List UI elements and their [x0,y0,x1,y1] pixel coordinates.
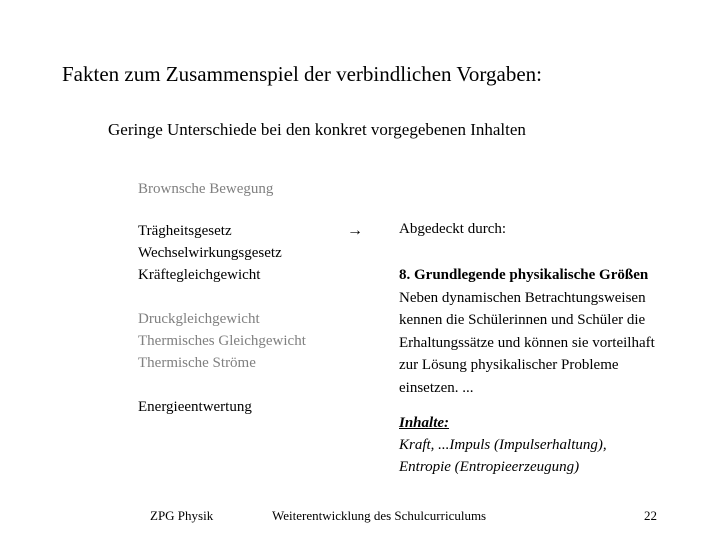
inhalte-label: Inhalte: [399,415,450,431]
section-grundlegende-groessen [399,264,655,399]
section-line: einsetzen. ... [399,379,474,396]
section-line: zur Lösung physikalischer Probleme [399,357,619,373]
section-line: kennen die Schülerinnen und Schüler die [399,312,646,328]
left-item-brownsche-bewegung: Brownsche Bewegung [138,181,274,197]
left-item: Thermische Ströme [138,355,256,371]
left-group-mechanics [138,220,282,286]
slide-subtitle: Geringe Unterschiede bei den konkret vorgegebenen Inhalten [108,120,526,139]
section-line: Erhaltungssätze und können sie vorteilhaft [399,334,655,351]
footer-page-number: 22 [644,508,657,523]
section-title: 8. Grundlegende physikalische Größen [399,267,649,283]
section-line: Neben dynamischen Betrachtungsweisen [399,289,646,306]
left-item: Druckgleichgewicht [138,311,260,327]
footer-center: Weiterentwicklung des Schulcurriculums [272,508,487,523]
right-arrow-icon: → [347,222,363,239]
left-item: Kräftegleichgewicht [138,267,261,283]
inhalte-line: Entropie (Entropieerzeugung) [399,459,580,475]
inhalte-line: Kraft, ...Impuls (Impulserhaltung), [399,437,607,453]
left-group-thermal [138,308,306,374]
left-item-energieentwertung: Energieentwertung [138,399,252,415]
footer-left: ZPG Physik [150,508,214,523]
covered-by-heading: Abgedeckt durch: [399,221,507,237]
inhalte-block [399,412,607,478]
left-item: Thermisches Gleichgewicht [138,333,306,349]
left-item: Trägheitsgesetz [138,223,232,239]
slide-title: Fakten zum Zusammenspiel der verbindlichen Vorgaben: [62,62,542,86]
left-item: Wechselwirkungsgesetz [138,245,282,261]
